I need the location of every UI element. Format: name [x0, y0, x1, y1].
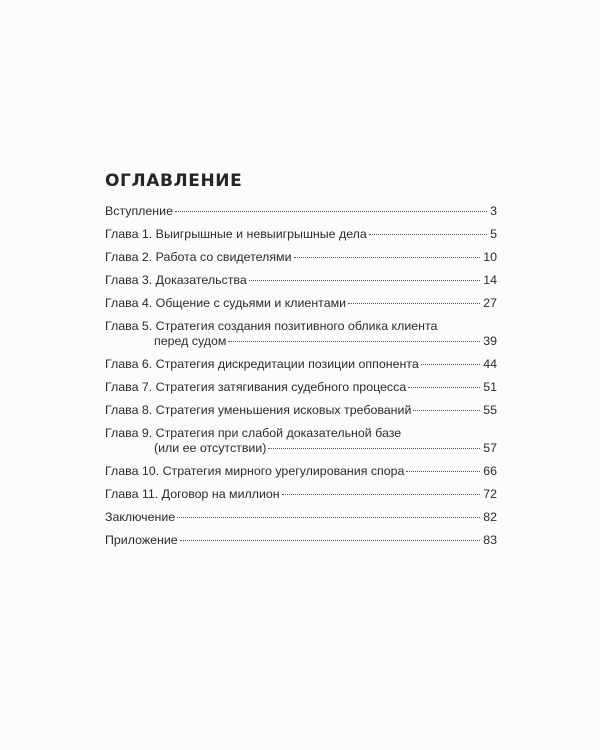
toc-entry-chapter-9: [105, 426, 497, 456]
toc-entry-label: Приложение: [105, 533, 178, 547]
toc-entry-chapter-7: [105, 380, 497, 395]
dot-leader: [282, 494, 481, 495]
toc-entry-page: 5: [490, 227, 497, 241]
toc-entry-label: Глава 2. Работа со свидетелями: [105, 250, 292, 264]
toc-entry-page: 55: [483, 403, 497, 417]
toc-entry-chapter-3: [105, 273, 497, 288]
dot-leader: [406, 471, 480, 472]
toc-entry-label: Глава 3. Доказательства: [105, 273, 247, 287]
toc-entry-page: 82: [483, 510, 497, 524]
toc-entry-label: Глава 7. Стратегия затягивания судебного процесса: [105, 380, 407, 394]
dot-leader: [175, 211, 487, 212]
toc-entry-label: Глава 9. Стратегия при слабой доказательной базе: [105, 426, 402, 440]
table-of-contents: [105, 204, 497, 556]
toc-entry-page: 39: [483, 334, 497, 348]
toc-entry-chapter-4: [105, 296, 497, 311]
toc-entry-page: 14: [483, 273, 497, 287]
toc-entry-label: Заключение: [105, 510, 176, 524]
toc-entry-page: 72: [483, 487, 497, 501]
toc-heading: ОГЛАВЛЕНИЕ: [105, 171, 243, 191]
dot-leader: [421, 364, 480, 365]
toc-entry-introduction: [105, 204, 497, 219]
toc-entry-appendix: [105, 533, 497, 548]
toc-entry-label: Глава 4. Общение с судьями и клиентами: [105, 296, 347, 310]
toc-entry-label: Глава 11. Договор на миллион: [105, 487, 280, 501]
toc-entry-label: Вступление: [105, 204, 173, 218]
toc-entry-page: 3: [490, 204, 497, 218]
toc-entry-chapter-6: [105, 357, 497, 372]
toc-entry-label: Глава 8. Стратегия уменьшения исковых требований: [105, 403, 412, 417]
dot-leader: [348, 303, 480, 304]
dot-leader: [180, 540, 481, 541]
toc-entry-page: 83: [483, 533, 497, 547]
dot-leader: [177, 517, 480, 518]
toc-entry-chapter-2: [105, 250, 497, 265]
toc-entry-label: Глава 10. Стратегия мирного урегулирования спора: [105, 464, 405, 478]
toc-entry-page: 66: [483, 464, 497, 478]
toc-entry-page: 57: [483, 441, 497, 455]
dot-leader: [369, 234, 487, 235]
toc-entry-chapter-11: [105, 487, 497, 502]
toc-entry-page: 44: [483, 357, 497, 371]
toc-entry-page: 10: [483, 250, 497, 264]
toc-entry-label-continuation: перед судом: [154, 334, 227, 348]
toc-entry-label: Глава 5. Стратегия создания позитивного облика клиента: [105, 319, 438, 333]
dot-leader: [228, 341, 480, 342]
toc-entry-label: Глава 1. Выигрышные и невыигрышные дела: [105, 227, 367, 241]
toc-entry-page: 51: [483, 380, 497, 394]
toc-entry-label: Глава 6. Стратегия дискредитации позиции оппонента: [105, 357, 419, 371]
dot-leader: [268, 448, 480, 449]
toc-entry-page: 27: [483, 296, 497, 310]
dot-leader: [408, 387, 480, 388]
toc-entry-conclusion: [105, 510, 497, 525]
dot-leader: [294, 257, 481, 258]
toc-entry-chapter-1: [105, 227, 497, 242]
toc-entry-chapter-8: [105, 403, 497, 418]
toc-entry-chapter-5: [105, 319, 497, 349]
dot-leader: [413, 410, 480, 411]
toc-entry-label-continuation: (или ее отсутствии): [154, 441, 267, 455]
dot-leader: [249, 280, 480, 281]
toc-entry-chapter-10: [105, 464, 497, 479]
